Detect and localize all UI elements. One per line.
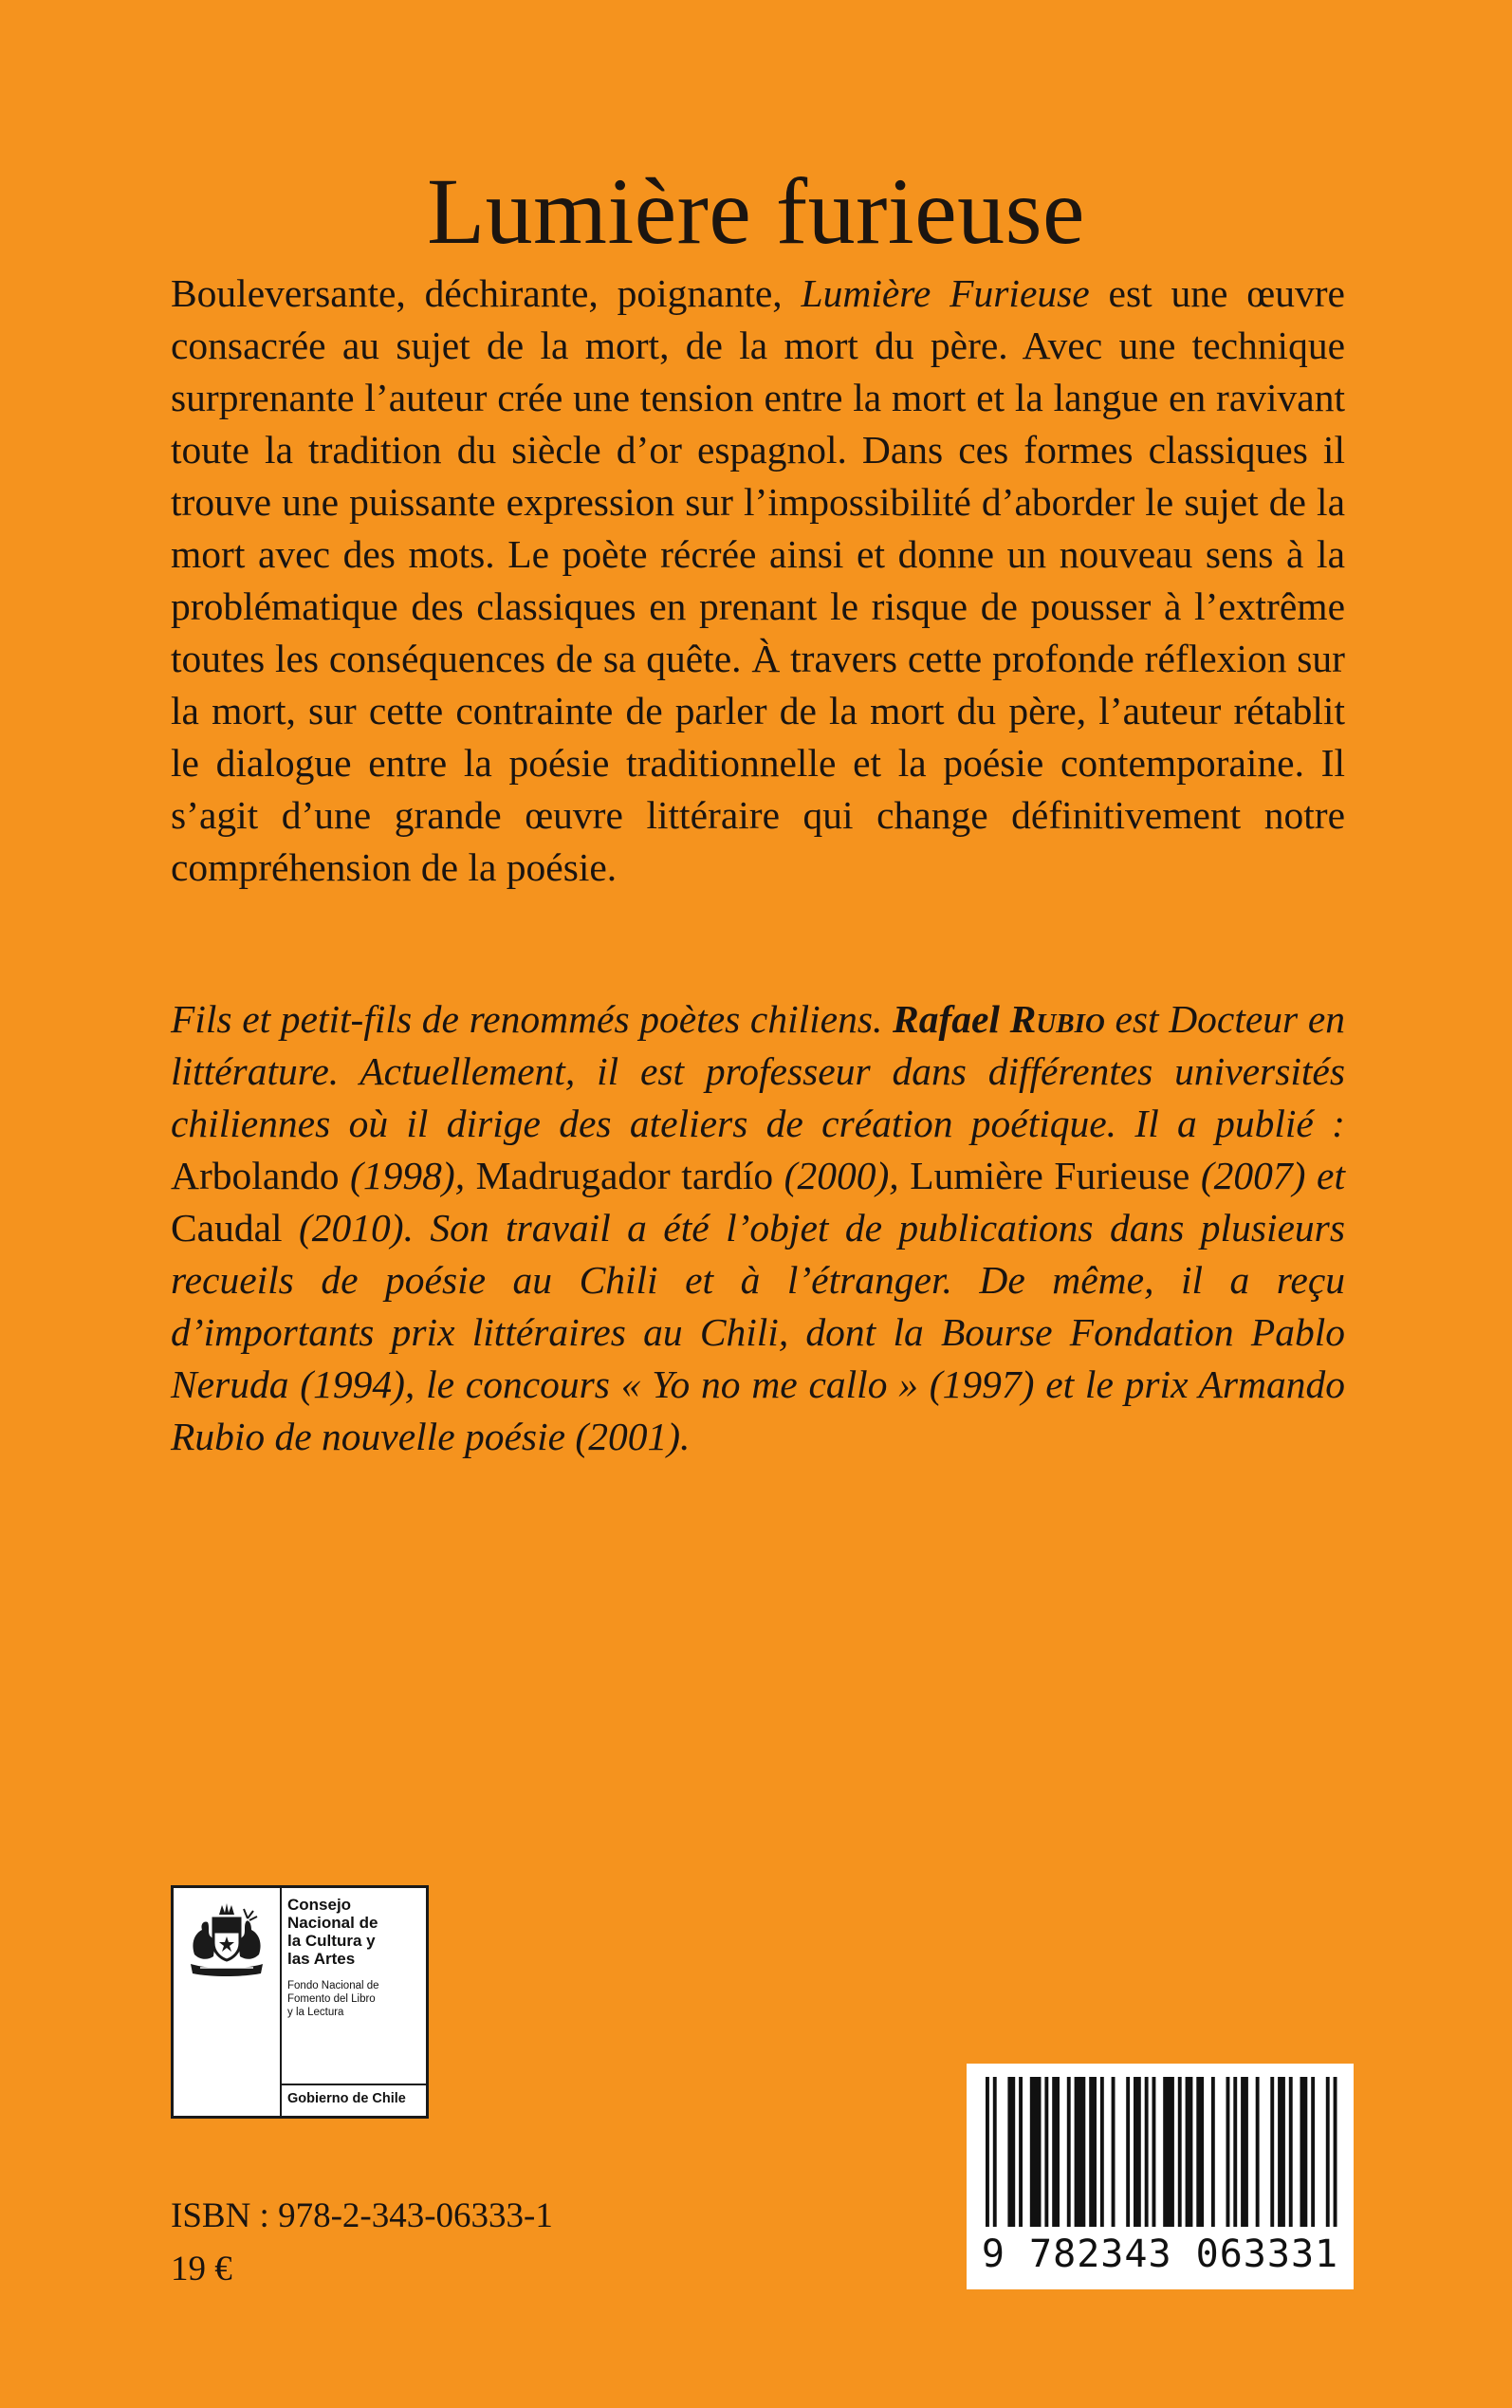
barcode-bar [1211, 2077, 1215, 2227]
book-title: Lumière furieuse [427, 158, 1085, 264]
logo-government-label: Gobierno de Chile [287, 2091, 406, 2106]
barcode-bar [1300, 2077, 1308, 2227]
barcode-bar [1163, 2077, 1174, 2227]
barcode-bar [1134, 2077, 1141, 2227]
author-last-name: Rubio [1009, 997, 1105, 1041]
barcode-digits: 9 782343 063331 [981, 2232, 1339, 2276]
barcode-bar [1334, 2077, 1337, 2227]
blurb-intro: Bouleversante, déchirante, poignante, [171, 271, 802, 315]
logo-sub-line: Fondo Nacional de [287, 1980, 379, 1991]
barcode-bar [1089, 2077, 1097, 2227]
blurb-italic-title: Lumière Furieuse [801, 271, 1090, 315]
sponsor-logo [171, 1885, 429, 2119]
barcode-bar [1075, 2077, 1086, 2227]
book-blurb [171, 268, 1345, 894]
logo-org-line: Consejo [287, 1896, 352, 1914]
logo-fund-name [287, 1979, 424, 2019]
barcode-bar [1186, 2077, 1193, 2227]
barcode-bar [986, 2077, 989, 2227]
barcode-bar [1233, 2077, 1237, 2227]
barcode-bar [1278, 2077, 1285, 2227]
barcode-bar [1256, 2077, 1260, 2227]
bio-awards: (2010). Son travail a été l’objet de publications dans plusieurs recueils de poésie au Chili et à l’étranger. De même, il a reçu d’importants prix littéraires au Chili, dont la Bourse Fondation Pablo Neruda (1994), le concours « Yo no me callo » (1997) et le prix Armando Rubio de nouvelle poésie (2001). [171, 1206, 1345, 1458]
logo-rule [280, 2084, 426, 2085]
bio-book-lumiere: Lumière Furieuse [910, 1154, 1190, 1197]
barcode-bar [1067, 2077, 1071, 2227]
barcode-bar [1100, 2077, 1104, 2227]
logo-organization-name [287, 1896, 424, 1968]
barcode-bar [1241, 2077, 1248, 2227]
isbn-label: ISBN : 978-2-343-06333-1 [171, 2196, 553, 2235]
logo-org-line: la Cultura y [287, 1932, 376, 1950]
barcode-icon [980, 2077, 1340, 2229]
logo-org-line: las Artes [287, 1950, 356, 1968]
bio-year-1: (1998), [339, 1154, 476, 1197]
author-first-name: Rafael [893, 997, 1010, 1041]
bio-book-arbolando: Arbolando [171, 1154, 340, 1197]
price-label: 19 € [171, 2250, 232, 2288]
logo-sub-line: y la Lectura [287, 2007, 344, 2018]
bio-year-2: (2000), [773, 1154, 911, 1197]
barcode-bar [1044, 2077, 1048, 2227]
barcode-bar [1178, 2077, 1182, 2227]
chile-coat-of-arms-icon [181, 1898, 272, 1983]
barcode-bar [993, 2077, 997, 2227]
barcode-bar [1019, 2077, 1023, 2227]
barcode-bar [1126, 2077, 1130, 2227]
logo-org-line: Nacional de [287, 1914, 378, 1932]
barcode-bar [1196, 2077, 1204, 2227]
logo-sub-line: Fomento del Libro [287, 1993, 376, 2005]
blurb-body: est une œuvre consacrée au sujet de la mort, de la mort du père. Avec une technique surprenante l’auteur crée une tension entre la mort et la langue en ravivant toute la tradition du siècle d’or espagnol. Dans ces formes classiques il trouve une puissante expression sur l’impossibilité d’aborder le sujet de la mort avec des mots. Le poète récrée ainsi et donne un nouveau sens à la problématique des classiques en prenant le risque de pousser à l’extrême toutes les conséquences de sa quête. À travers cette profonde réflexion sur la mort, sur cette contrainte de parler de la mort du père, l’auteur rétablit le dialogue entre la poésie traditionnelle et la poésie contemporaine. Il s’agit d’une grande œuvre littéraire qui change définitivement notre compréhension de la poésie. [171, 271, 1345, 889]
bio-year-3: (2007) et [1189, 1154, 1345, 1197]
author-bio [171, 993, 1345, 1463]
barcode-bar [1326, 2077, 1330, 2227]
barcode-bar [1270, 2077, 1274, 2227]
barcode-bar [1289, 2077, 1293, 2227]
barcode-bar [1145, 2077, 1149, 2227]
barcode-bar [1007, 2077, 1015, 2227]
barcode-bar [1052, 2077, 1060, 2227]
bio-book-caudal: Caudal [171, 1206, 283, 1250]
barcode-bar [1112, 2077, 1116, 2227]
barcode [967, 2064, 1354, 2289]
barcode-bar [1311, 2077, 1315, 2227]
barcode-bar [1152, 2077, 1156, 2227]
logo-divider [280, 1888, 282, 2116]
bio-book-madrugador: Madrugador tardío [475, 1154, 774, 1197]
bio-career: est Docteur en littérature. Actuellement, il est professeur dans différentes universités chiliennes où il dirige des ateliers de création poétique. Il a publié : [171, 997, 1345, 1145]
barcode-bar [1030, 2077, 1042, 2227]
bio-intro: Fils et petit-fils de renommés poètes chiliens. [171, 997, 894, 1041]
barcode-bar [1226, 2077, 1230, 2227]
